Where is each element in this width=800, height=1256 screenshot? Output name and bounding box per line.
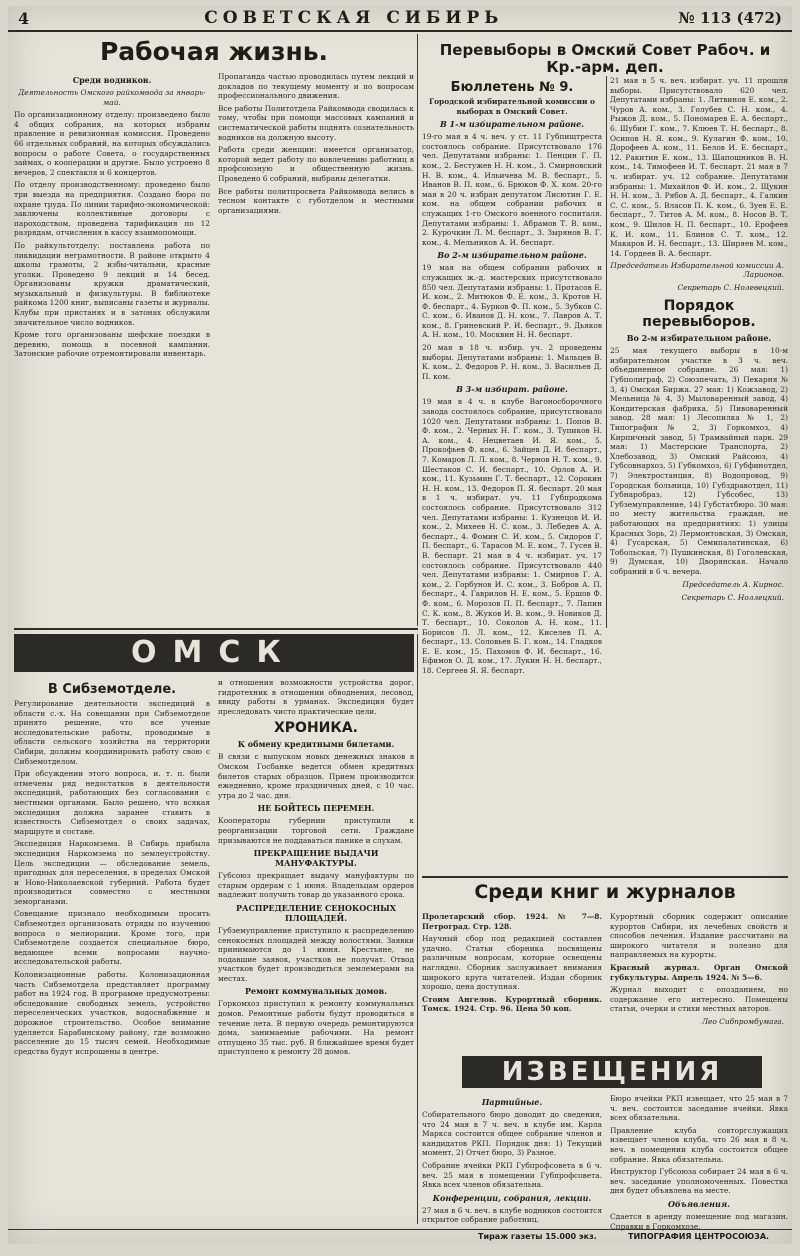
izv-subtitle: Партийные. <box>481 1097 543 1107</box>
khronika-3-title: ПРЕКРАЩЕНИЕ ВЫДАЧИ МАНУФАКТУРЫ. <box>253 848 379 869</box>
books-signature: Лео Сибпромбумага. <box>701 1016 784 1026</box>
omsk-s2: При обсуждении этого вопроса, и. т. п. были отмечены ряд недостатков в деятельности экспедиций, работающих без согласования с местными органами. Было решено, что всякая экспедиция должна заранее ставить в известность Сибземотдел о своих задачах, маршруте и составе. <box>14 769 210 836</box>
rabochaya-col-1 <box>14 72 210 632</box>
izv-heading: ИЗВЕЩЕНИЯ <box>462 1056 762 1088</box>
izv-l1: Собирательного бюро доводит до сведения, что 24 мая в 7 ч. веч. в клубе им. Карла Маркса состоится общее собрание членов и кандидатов РКП. Порядок дня: 1) Текущий момент, 2) Отчет бюро, 3) Разное. <box>422 1110 602 1158</box>
newspaper-page <box>8 6 792 1244</box>
khronika-5-text: Горкомхоз приступил к ремонту коммунальных домов. Ремонтные работы будут проводиться в течение лета. В первую очередь ремонтируются дома, занимаемые рабочими. На ремонт отпущено 35 тыс. руб. В ближайшее время будет приступлено к ремонту 28 домов. <box>218 999 414 1057</box>
section-books <box>422 876 788 1231</box>
rabochaya-p4: По райкультотделу: поставлена работа по ликвидации неграмотности. В районе открыто 4 школы грамоты, 2 избы-читальни, красные уголки. Проведено 9 лекций и 14 бесед. Организованы кружки драматический, музыкальный и физкультуры. В библиотеке райкома 1200 книг, выписаны газеты и журналы. Клубы при пристанях и в затонах обслужили значительное число водников. <box>14 240 210 327</box>
rabochaya-col-2 <box>218 72 414 632</box>
khronika-4-title: РАСПРЕДЕЛЕНИЕ СЕНОКОСНЫХ ПЛОЩАДЕЙ. <box>236 902 396 923</box>
omsk-s1: Регулирование деятельности экспедиций в области с.-х. На совещании при Сибземотделе принято решение, что все ученые исследовательские работы, проводимые в области сельского хозяйства на территории Сибири, должны координировать работу свою с Сибземотделом. <box>14 699 210 766</box>
books-col-2 <box>610 912 788 1042</box>
rabochaya-p9: Все работы политпросвета Райкомвода велись в тесном контакте с губотделом и местными организациями. <box>218 186 414 215</box>
khronika-4-text: Губземуправление приступило к распределению сенокосных площадей между волостями. Заявки принимаются до 1 июня. Крестьяне, не подавшие заявок, участков не получат. Отвод участков будет производиться землемерами на местах. <box>218 925 414 983</box>
elections-right-text: 21 мая в 5 ч. веч. избират. уч. 11 прошли выборы. Присутствовало 620 чел. Депутатами избраны: 1. Литвинов Е. ком., 2. Чуров А. ком., 3. Голубев С. Н. ком., 4. Рыжов Д. ком., 5. Пономарев Е. А. беспарт., 6. Шубин Г. ком., 7. Клюев Т. Н. беспарт., 8. Осипов Н. Я. ком., 9. Кулагин Ф. ком., 10. Дорофеев А. ком., 11. Белов И. Е. беспарт., 12. Ракитин Е. ком., 13. Шапошников В. Н. ком., 14. Тимофеев И. Т. беспарт. 21 мая в 7 ч. избират. уч. 12 собрание. Депутатами избраны: 1. Михайлов Ф. И. ком., 2. Щукин Н. Н. ком., 3. Рябов А. Д. беспарт., 4. Галкин С. С. ком., 5. Власов П. К. ком., 6. Зуев Е. Е. беспарт., 7. Титов А. М. ком., 8. Носов В. Т. ком., 9. Шилов Н. П. беспарт., 10. Ерофеев К. И. ком., 11. Блинов С. Т. ком., 12. Макаров И. Н. беспарт., 13. Ширяев М. ком., 14. Гордеев В. А. беспарт. <box>610 76 788 258</box>
poryadok-secretary: Секретарь С. Ноллецкий. <box>681 592 784 602</box>
elections-chairman: Председатель Избирательной комиссии А. Ларионов. <box>610 261 784 280</box>
izv-r2: Правление клуба совторгслужащих извещает членов клуба, что 26 мая в 8 ч. веч. в помещении клуба состоится общее собрание. Явка обязательна. <box>610 1125 788 1164</box>
omsk-s4: Совещание признало необходимым просить Сибземотдел организовать отряды по изучению вопроса о мелиорации. Кроме того, при Сибземотделе создается специальное бюро, ведающее всеми вопросами научно-исследовательской работы. <box>14 909 210 967</box>
books-heading: Среди книг и журналов <box>474 881 736 903</box>
page-footer <box>8 1229 792 1244</box>
section-rule <box>14 628 418 630</box>
books-l1: Пролетарский сбор. 1924. № 7—8. Петроград. Стр. 128. <box>422 912 602 931</box>
izv-r1: Бюро ячейки РКП извещает, что 25 мая в 7 ч. веч. состоится заседание ячейки. Явка всех обязательна. <box>610 1094 788 1123</box>
books-l3: Стоим Ангелов. Курортный сборник. Томск. 1924. Стр. 96. Цена 50 коп. <box>422 994 602 1014</box>
poryadok-text: 25 мая текущего выборы в 10-м избирательном участке в 3 ч. веч. объединенное собрание. 26 мая: 1) Губполиграф, 2) Союзпечать, 3) Пекарня № 3, 4) Омская Биржа. 27 мая: 1) Кожзавод, 2) Мельница № 4, 3) Мыловаренный завод, 4) Кондитерская фабрика, 5) Пивоваренный завод. 28 мая: 1) Лесопилка № 1, 2) Типография № 2, 3) Горкомхоз, 4) Кирпичный завод, 5) Трамвайный парк. 29 мая: 1) Мастерские Транспорта, 2) Хлебозавод, 3) Омский Райсоюз, 4) Губсовнархоз, 5) Губкомхоз, 6) Губфинотдел, 7) Электростанция, 8) Водопровод, 9) Городская больница, 10) Губздравотдел, 11) Губнаробраз, 12) Губсобес, 13) Губземуправление, 14) Губстатбюро. 30 мая: по месту жительства граждан, не работающих на предприятиях: 1) улицы Красных Зорь, 2) Лермонтовская, 3) Омская, 4) Гусарская, 5) Семипалатинская, 6) Тобольская, 7) Пушкинская, 8) Гоголевская, 9) Думская, 10) Дворянская. Начало собраний в 6 ч. вечера. <box>610 346 788 576</box>
section-elections <box>422 36 788 676</box>
section-rule <box>422 876 788 878</box>
omsk-s5: Колонизационные работы. Колонизационная часть Сибземотдела представляет программу работ на 1924 год. В программе предусмотрены: обследование свободных земель, устройство переселенческих участков, водоснабжение и дорожное строительство. Особое внимание уделяется Барабинскому району, где возможно расселение до 15 тысяч семей. Необходимые средства будут испрошены в центре. <box>14 970 210 1056</box>
rabochaya-p1: Деятельность Омского райкомвода за январь-май. <box>18 88 206 107</box>
poryadok-subtitle: Во 2-м избирательном районе. <box>626 333 772 344</box>
khronika-5-title: Ремонт коммунальных домов. <box>245 986 387 997</box>
rabochaya-p7: Все работы Политотдела Райкомвода сводилась к тому, чтобы при помощи массовых кампаний и систематической работы поднять сознательность водников на должную высоту. <box>218 103 414 142</box>
column-rule <box>417 34 418 626</box>
newspaper-title: СОВЕТСКАЯ СИБИРЬ <box>204 8 504 28</box>
elections-secretary: Секретарь С. Нолевецкий. <box>677 283 784 293</box>
khronika-3-text: Губсоюз прекращает выдачу мануфактуры по старым ордерам с 1 июня. Владельцам ордеров надлежит получить товар до указанного срока. <box>218 871 414 900</box>
izv-l3: Конференции, собрания, лекции. <box>432 1192 592 1203</box>
elections-col-1 <box>422 76 602 676</box>
sibzemotdel-heading: В Сибземотделе. <box>47 682 177 697</box>
section-rabochaya-zhizn <box>14 36 414 636</box>
rabochaya-p2: По организационному отделу: произведено было 4 общих собрания, на которых избраны правление и ревизионная комиссия. Проведено 66 отдельных собраний, на которых обсуждались вопросы о работе Совета, о государственных займах, о кооперации и другие. Было устроено 8 вечеров, 2 спектакля и 6 концертов. <box>14 110 210 177</box>
khronika-heading: ХРОНИКА. <box>274 720 358 737</box>
district-3-title: В 3-м избират. районе. <box>456 384 568 395</box>
section-omsk <box>14 634 414 1226</box>
district-1-text: 19-го мая в 4 ч. веч. у ст. 11 Губпищтреста состоялось собрание. Присутствовало 176 чел. Депутатами избраны: 1. Пенцин Г. П. ком., 2. Бестужев Н. Н. ком., 3. Смирновский Н. В. ком., 4. Ильичева М. В. беспарт., 5. Иванов В. П. ком., 6. Брюков Ф. Х. ком. 20-го мая в 20 ч. избран депутатом Лисютин Г. Е. ком. на общем собрании рабочих и служащих 1-го Омского военного госпиталя. Депутатами избраны: 1. Абрамов Т. В. ком., 2. Курочкин Л. М. беспарт., 3. Зырянов В. Г. ком., 4. Мельников А. И. беспарт. <box>422 132 602 247</box>
district-3-text: 19 мая в 4 ч. в клубе Вагоносборочного завода состоялось собрание, присутствовало 1020 чел. Депутатами избраны: 1. Попов В. Ф. ком., 2. Черных Н. Г. ком., 3. Тупиков Н. А. ком., 4. Нецветаев И. Я. ком., 5. Прокофьев Ф. ком., 6. Зайцев Д. И. беспарт., 7. Комаров Л. Л. ком., 8. Чернов Н. Т. ком., 9. Шестаков С. И. беспарт., 10. Орлов А. И. ком., 11. Кузьмин Г. Т. беспарт., 12. Сорокин Н. Н. ком., 13. Федоров П. Я. беспарт. 20 мая в 1 ч. избират. уч. 11 Губпродкома состоялось собрание. Присутствовало 312 чел. Депутатами избраны: 1. Кузнецов И. И. ком., 2. Михеев Н. С. ком., 3. Лебедев А. А. беспарт., 4. Фомин С. И. ком., 5. Сидоров Г. П. беспарт., 6. Тарасов М. Е. ком., 7. Гусев В. В. беспарт. 21 мая в 4 ч. избират. уч. 17 состоялось собрание. Присутствовало 440 чел. Депутатами избраны: 1. Смирнов Г. А. ком., 2. Горбунов И. С. ком., 3. Бобров А. П. беспарт., 4. Гаврилов Н. Е. ком., 5. Ершов Ф. Ф. ком., 6. Морозов П. П. беспарт., 7. Лапин С. К. ком., 8. Жуков И. В. ком., 9. Новиков Д. Т. беспарт., 10. Соколов А. Н. ком., 11. Борисов Л. Л. ком., 12. Киселев П. А. беспарт., 13. Соловьев Б. Г. ком., 14. Гладков Е. Е. ком., 15. Пахомов Ф. И. беспарт., 16. Ефимов О. Д. ком., 17. Лукин Н. Н. беспарт., 18. Сергеев Я. Я. беспарт. <box>422 397 602 676</box>
page-number: 4 <box>18 8 30 28</box>
district-2-title: Во 2-м избирательном районе. <box>437 250 587 261</box>
bulletin-subtitle: Городской избирательной комиссии о выборах в Омский Совет. <box>429 97 595 116</box>
izv-col-1 <box>422 1094 602 1225</box>
rabochaya-heading: Рабочая жизнь. <box>99 37 329 66</box>
rabochaya-p8: Работа среди женщин: имеется организатор, которой ведет работу по вовлечению работниц в профсоюзную и общественную жизнь. Проведено 6 собраний, выбраны делегатки. <box>218 145 414 183</box>
elections-heading: Перевыборы в Омский Совет Рабоч. и Кр.-арм. деп. <box>439 41 771 76</box>
khronika-2-text: Кооператоры губернии приступили к реорганизации торговой сети. Граждане призываются не поддаваться панике и слухам. <box>218 816 414 845</box>
izv-l4: 27 мая в 6 ч. веч. в клубе водников состоится открытое собрание работниц. <box>422 1205 602 1225</box>
column-rule <box>606 76 607 628</box>
omsk-col-1 <box>14 678 210 1226</box>
khronika-1-text: В связи с выпуском новых денежных знаков в Омском Госбанке ведется обмен кредитных билетов старых образцов. Прием производится ежедневно, кроме праздничных дней, с 10 час. утра до 2 час. дня. <box>218 752 414 800</box>
izv-l2: Собрание ячейки РКП Губпрофсовета в 6 ч. веч. 25 мая в помещении Губпрофсовета. Явка всех членов обязательна. <box>422 1160 602 1190</box>
district-1-title: В 1-м избирательном районе. <box>440 119 584 130</box>
printer: ТИПОГРАФИЯ ЦЕНТРОСОЮЗА. <box>628 1232 770 1241</box>
khronika-2-title: НЕ БОЙТЕСЬ ПЕРЕМЕН. <box>257 803 375 814</box>
circulation: Тираж газеты 15.000 экз. <box>478 1232 597 1241</box>
poryadok-heading: Порядок перевыборов. <box>642 298 756 331</box>
elections-col-2 <box>610 76 788 628</box>
books-r2: Красный журнал. Орган Омской губкультуры. Апрель 1924. № 5—6. <box>610 962 788 982</box>
izv-r3: Инструктор Губсоюза собирает 24 мая в 6 ч. веч. заседание уполномоченных. Повестка дня будет объявлена на месте. <box>610 1167 788 1196</box>
rabochaya-p5: Кроме того организованы шефские поездки в деревню, помощь в посевной кампании. Затонские рабочие отремонтировали инвентарь. <box>14 330 210 359</box>
bulletin-title: Бюллетень № 9. <box>450 80 574 95</box>
omsk-s3: Экспедиция Наркомзема. В Сибирь прибыла экспедиция Наркомзема по землеустройству. Цель экспедиции — обследование земель, пригодных для переселения, в пределах Омской и Ново-Николаевской губерний. Работа будет производиться совместно с местными земорганами. <box>14 839 210 906</box>
izv-r5: Сдается в аренду помещение под магазин. Справки в Горкомхозе. <box>610 1211 788 1231</box>
rabochaya-p3: По отделу производственному: проведено было три выезда на предприятия. Создано бюро по охране труда. По линии тарифно-экономической: заключены коллективные договоры с пароходством, проведена тарификация по 12 разрядам, отчисления в кассу взаимопомощи. <box>14 180 210 238</box>
column-rule <box>417 634 418 1224</box>
books-col-1 <box>422 912 602 1042</box>
izv-r4: Объявления. <box>668 1198 730 1209</box>
omsk-continued: и отношения возможности устройства дорог, гидротехник в отношении обводнения, лесовод, ввиду работы в урманах. Экспедиция будет преследовать чисто практические цели. <box>218 678 414 716</box>
rabochaya-p6: Пропаганда частью проводилась путем лекций и докладов по текущему моменту и по вопросам профессионального движения. <box>218 72 414 101</box>
khronika-1-title: К обмену кредитными билетами. <box>237 739 395 750</box>
books-r1: Курортный сборник содержит описание курортов Сибири, их лечебных свойств и способов лечения. Издание рассчитано на широкого читателя и полезно для направляемых на курорты. <box>610 912 788 960</box>
district-2-text: 19 мая на общем собрании рабочих и служащих ж.-д. мастерских присутствовало 850 чел. Депутатами избраны: 1. Протасов Е. И. ком., 2. Митюков Ф. Е. ком., 3. Кротов Н. Ф. беспарт., 4. Бурков Ф. П. ком., 5. Зубков С. С. ком., 6. Иванов Д. Н. ком., 7. Лавров А. Т. ком., 8. Гриневский Р. И. беспарт., 9. Дьяков А. Н. ком., 10. Москвин Н. Н. беспарт. <box>422 263 602 340</box>
rabochaya-subtitle: Среди водников. <box>72 75 152 85</box>
poryadok-chairman: Председатель А. Кирнос. <box>682 579 784 589</box>
izv-col-2 <box>610 1094 788 1231</box>
books-r3: Журнал выходит с опозданием, но содержание его интересно. Помещены статьи, очерки и стихи местных авторов. <box>610 985 788 1014</box>
omsk-heading: ОМСК <box>14 634 414 672</box>
district-2-text-2: 20 мая в 18 ч. избир. уч. 2 проведены выборы. Депутатами избраны: 1. Мальцев В. К. ком., 2. Федоров Р. Н. ком., 3. Васильев Д. П. ком. <box>422 343 602 381</box>
masthead <box>8 6 792 32</box>
issue-number: № 113 (472) <box>678 9 782 27</box>
omsk-col-2 <box>218 678 414 1226</box>
books-l2: Научный сбор под редакцией составлен удачно. Статьи сборника посвящены различным вопросам, которые освещены наглядно. Сборник заслуживает внимания широкого круга читателей. Издан сборник хорошо, цена доступная. <box>422 934 602 992</box>
